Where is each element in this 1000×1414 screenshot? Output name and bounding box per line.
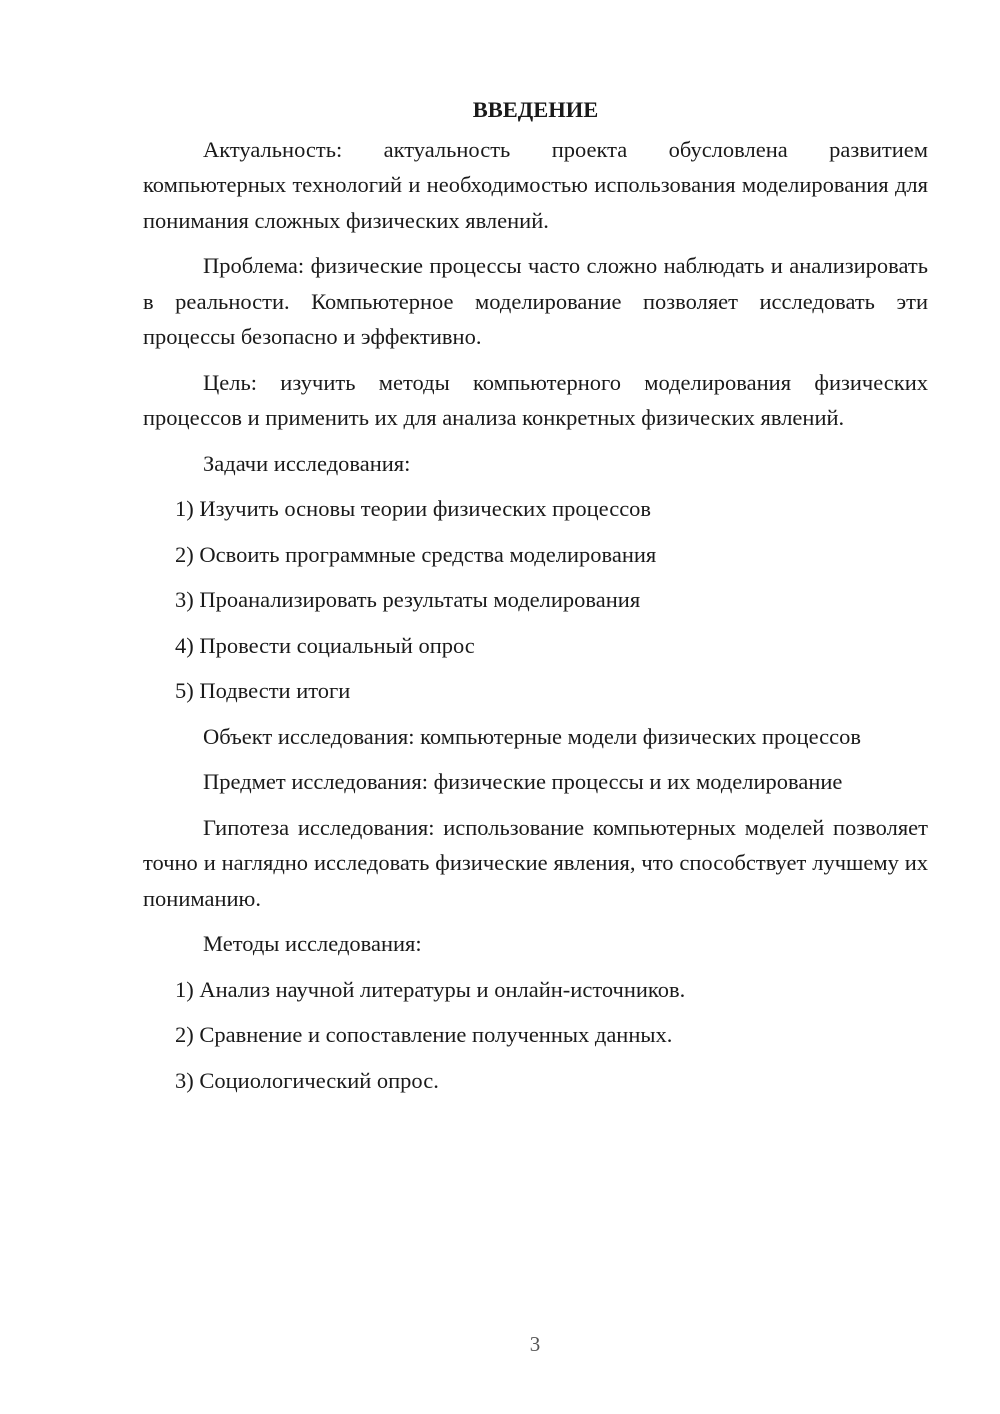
page-title: ВВЕДЕНИЕ — [472, 97, 599, 122]
document-body — [143, 92, 928, 1108]
goal-paragraph: Цель: изучить методы компьютерного моделирования физических процессов и применить их для анализа конкретных физических явлений. — [143, 369, 928, 430]
list-item: 3) Проанализировать результаты моделирования — [175, 587, 641, 612]
page-number: 3 — [529, 1332, 541, 1356]
list-item: 1) Изучить основы теории физических процессов — [175, 496, 652, 521]
list-item: 5) Подвести итоги — [175, 678, 351, 703]
methods-heading: Методы исследования: — [203, 931, 422, 956]
list-item: 2) Сравнение и сопоставление полученных данных. — [175, 1022, 673, 1047]
object-paragraph: Объект исследования: компьютерные модели физических процессов — [203, 723, 861, 749]
problem-paragraph: Проблема: физические процессы часто сложно наблюдать и анализировать в реальности. Компьютерное моделирование позволяет исследовать эти процессы безопасно и эффективно. — [143, 253, 928, 349]
list-item: 4) Провести социальный опрос — [175, 632, 475, 658]
list-item: 2) Освоить программные средства моделирования — [175, 541, 657, 567]
relevance-paragraph: Актуальность: актуальность проекта обусловлена развитием компьютерных технологий и необходимостью использования моделирования для понимания сложных физических явлений. — [143, 136, 928, 233]
subject-paragraph: Предмет исследования: физические процессы и их моделирование — [203, 769, 843, 794]
list-item: 3) Социологический опрос. — [175, 1067, 439, 1093]
hypothesis-paragraph: Гипотеза исследования: использование компьютерных моделей позволяет точно и наглядно исследовать физические явления, что способствует лучшему их пониманию. — [143, 814, 928, 911]
methods-list — [143, 972, 928, 1099]
tasks-list — [143, 491, 928, 709]
tasks-heading: Задачи исследования: — [203, 450, 411, 476]
list-item: 1) Анализ научной литературы и онлайн-источников. — [175, 976, 686, 1002]
